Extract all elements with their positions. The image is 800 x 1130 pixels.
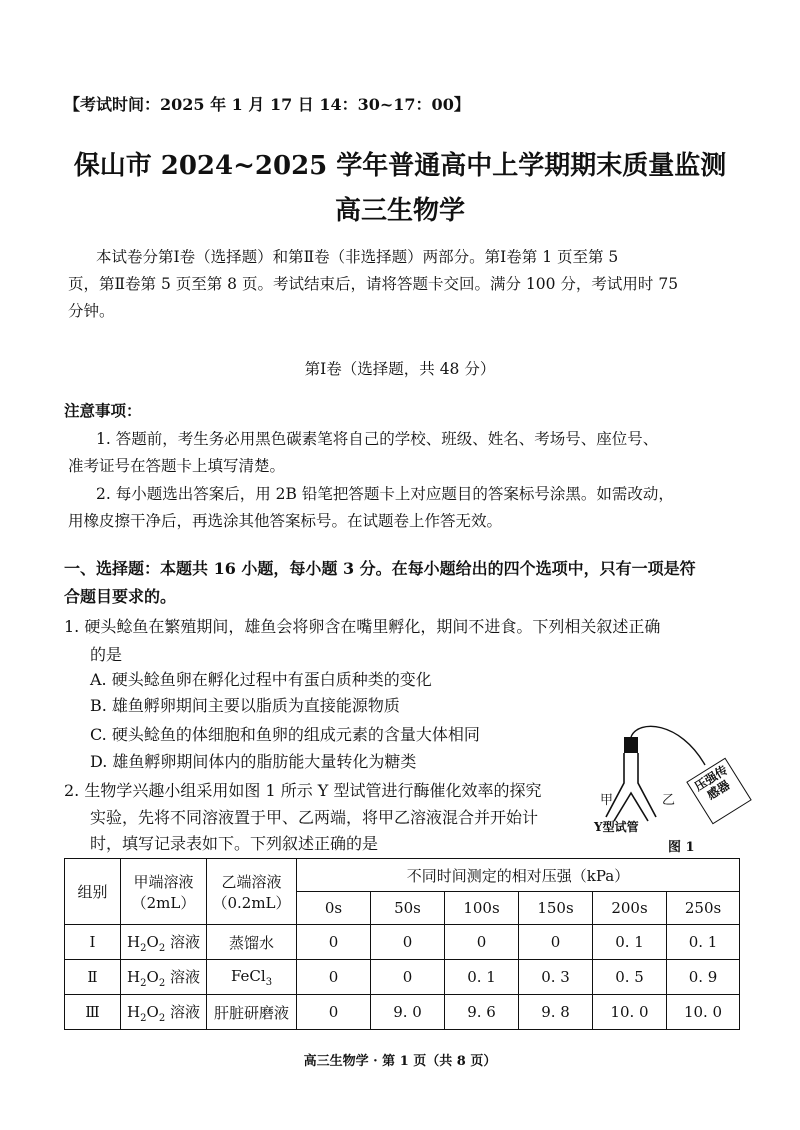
figure-side-yi: 乙 (662, 793, 676, 808)
value-cell: 0 (297, 995, 371, 1030)
pressure-sensor-label: 压强传感器 (686, 758, 752, 825)
question-1-stem-line-1: 1. 硬头鲶鱼在繁殖期间，雄鱼会将卵含在嘴里孵化，期间不进食。下列相关叙述正确 (64, 617, 661, 636)
section-title: 第Ⅰ卷（选择题，共 48 分） (304, 360, 496, 378)
value-cell: 0 (297, 960, 371, 995)
yi-cell: FeCl$_3$ (207, 960, 297, 995)
yi-cell: 蒸馏水 (207, 925, 297, 960)
header-time: 100s (445, 892, 519, 925)
header-time: 150s (519, 892, 593, 925)
exam-title: 保山市 2024~2025 学年普通高中上学期期末质量监测 (73, 151, 727, 181)
question-1-option-b: B. 雄鱼孵卵期间主要以脂质为直接能源物质 (90, 696, 400, 715)
part1-instruction-line-1: 一、选择题：本题共 16 小题，每小题 3 分。在每小题给出的四个选项中，只有一项是符 (64, 559, 696, 578)
value-cell: 10. 0 (593, 995, 667, 1030)
yi-cell: 肝脏研磨液 (207, 995, 297, 1030)
header-yi (207, 859, 297, 925)
jia-cell: $H_2O_2$ 溶液 (121, 995, 207, 1030)
header-time: 0s (297, 892, 371, 925)
pressure-table (64, 858, 740, 1030)
value-cell: 9. 6 (445, 995, 519, 1030)
header-yi-unit: （0.2mL） (212, 893, 291, 912)
page-footer: 高三生物学 · 第 1 页（共 8 页） (303, 1054, 497, 1069)
question-1-option-d: D. 雄鱼孵卵期间体内的脂肪能大量转化为糖类 (90, 752, 417, 771)
notice-item-1-line-2: 准考证号在答题卡上填写清楚。 (68, 457, 286, 475)
table-row (65, 995, 740, 1030)
value-cell: 0 (371, 960, 445, 995)
value-cell: 0 (445, 925, 519, 960)
question-2-stem-line-1: 2. 生物学兴趣小组采用如图 1 所示 Y 型试管进行酶催化效率的探究 (64, 781, 542, 800)
question-1-option-a: A. 硬头鲶鱼卵在孵化过程中有蛋白质种类的变化 (90, 670, 432, 689)
value-cell: 0 (371, 925, 445, 960)
header-yi-label: 乙端溶液 (221, 872, 282, 891)
question-2-stem-line-2: 实验，先将不同溶液置于甲、乙两端，将甲乙溶液混合并开始计 (90, 808, 539, 827)
table-row (65, 925, 740, 960)
value-cell: 9. 8 (519, 995, 593, 1030)
group-cell: Ⅱ (65, 960, 121, 995)
subject-title: 高三生物学 (334, 196, 465, 226)
sensor-cable (631, 726, 705, 765)
table-row (65, 960, 740, 995)
value-cell: 10. 0 (667, 995, 740, 1030)
header-time: 200s (593, 892, 667, 925)
y-tube-outline (606, 753, 656, 821)
value-cell: 0. 1 (667, 925, 740, 960)
intro-line-2: 页，第Ⅱ卷第 5 页至第 8 页。考试结束后，请将答题卡交回。满分 100 分，考试用时 75 (68, 275, 679, 293)
group-cell: Ⅲ (65, 995, 121, 1030)
notice-heading: 注意事项： (64, 401, 142, 420)
value-cell: 9. 0 (371, 995, 445, 1030)
header-jia (121, 859, 207, 925)
figure-caption: 图 1 (668, 840, 695, 855)
stopper (624, 737, 638, 753)
notice-item-1-line-1: 1. 答题前，考生务必用黑色碳素笔将自己的学校、班级、姓名、考场号、座位号、 (96, 430, 659, 448)
value-cell: 0. 1 (593, 925, 667, 960)
part1-instruction-line-2: 合题目要求的。 (64, 587, 177, 606)
value-cell: 0 (519, 925, 593, 960)
value-cell: 0. 3 (519, 960, 593, 995)
notice-item-2-line-1: 2. 每小题选出答案后，用 2B 铅笔把答题卡上对应题目的答案标号涂黑。如需改动， (96, 485, 674, 503)
intro-line-3: 分钟。 (68, 302, 115, 320)
notice-item-2-line-2: 用橡皮擦干净后，再选涂其他答案标号。在试题卷上作答无效。 (68, 512, 503, 530)
header-time: 250s (667, 892, 740, 925)
header-jia-label: 甲端溶液 (133, 872, 194, 891)
jia-cell: $H_2O_2$ 溶液 (121, 925, 207, 960)
header-time: 50s (371, 892, 445, 925)
group-cell: Ⅰ (65, 925, 121, 960)
question-1-stem-line-2: 的是 (90, 645, 123, 664)
intro-line-1: 本试卷分第Ⅰ卷（选择题）和第Ⅱ卷（非选择题）两部分。第Ⅰ卷第 1 页至第 5 (96, 248, 619, 266)
question-1-option-c: C. 硬头鲶鱼的体细胞和鱼卵的组成元素的含量大体相同 (90, 725, 480, 744)
header-jia-unit: （2mL） (131, 893, 196, 912)
value-cell: 0. 1 (445, 960, 519, 995)
value-cell: 0. 5 (593, 960, 667, 995)
value-cell: 0 (297, 925, 371, 960)
question-2-stem-line-3: 时，填写记录表如下。下列叙述正确的是 (90, 834, 379, 853)
value-cell: 0. 9 (667, 960, 740, 995)
exam-time: 【考试时间：2025 年 1 月 17 日 14：30~17：00】 (64, 95, 470, 114)
header-pressure: 不同时间测定的相对压强（kPa） (297, 859, 740, 892)
header-group: 组别 (65, 859, 121, 925)
y-tube-label: Y型试管 (594, 820, 639, 834)
figure-side-jia: 甲 (600, 793, 614, 808)
jia-cell: $H_2O_2$ 溶液 (121, 960, 207, 995)
